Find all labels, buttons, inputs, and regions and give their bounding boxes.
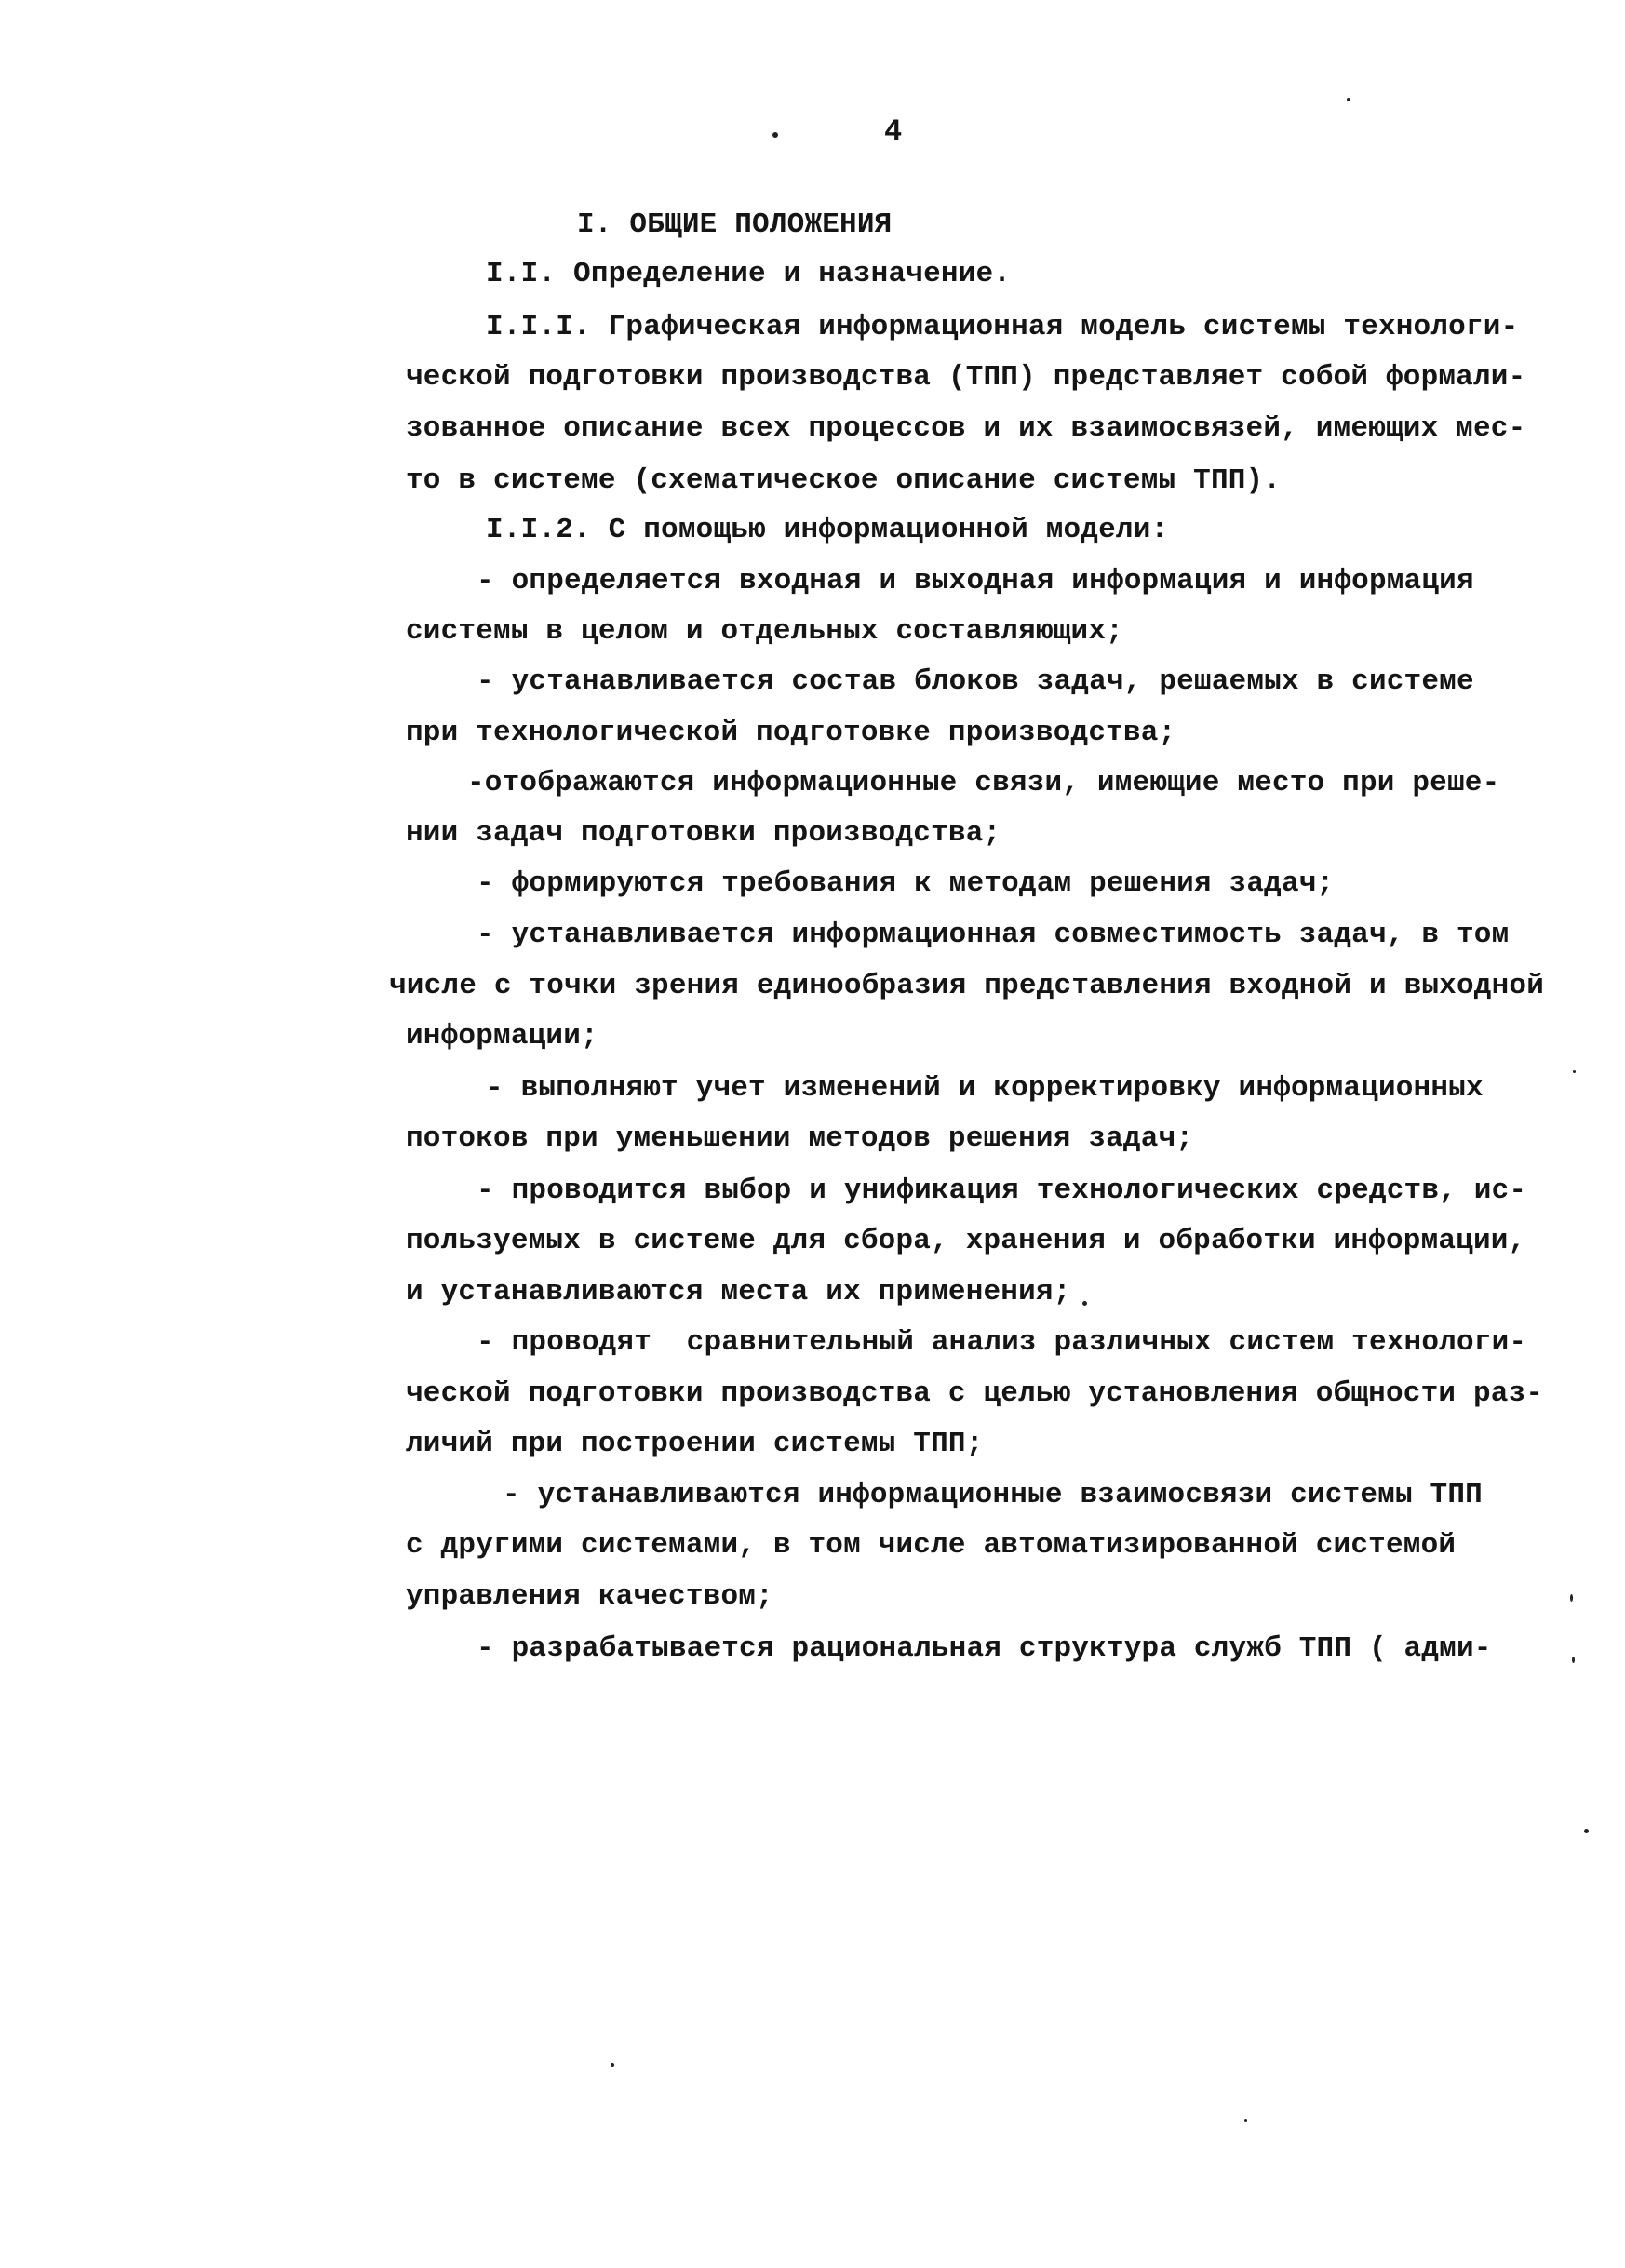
subsection-heading: I.I. Определение и назначение. — [486, 258, 1012, 290]
text-line: I.I.I. Графическая информационная модель системы технологи- — [486, 311, 1519, 343]
text-line: управления качеством; — [406, 1580, 773, 1613]
scan-speck — [772, 132, 778, 138]
text-line: системы в целом и отдельных составляющих; — [406, 615, 1123, 648]
text-line: числе с точки зрения единообразия представления входной и выходной — [389, 970, 1544, 1002]
scan-speck — [611, 2063, 614, 2067]
text-line: при технологической подготовке производства; — [406, 717, 1176, 749]
text-line: ческой подготовки производства (ТПП) представляет собой формали- — [406, 361, 1526, 394]
text-line: - устанавливается информационная совместимость задач, в том — [477, 919, 1510, 951]
text-line: I.I.2. С помощью информационной модели: — [486, 514, 1169, 546]
scan-speck — [1584, 1829, 1589, 1833]
text-line: пользуемых в системе для сбора, хранения и обработки информации, — [406, 1225, 1526, 1257]
text-line: - разрабатывается рациональная структура служб ТПП ( адми- — [477, 1632, 1492, 1665]
text-line: ческой подготовки производства с целью установления общности раз- — [406, 1377, 1544, 1410]
text-line: нии задач подготовки производства; — [406, 817, 1001, 850]
scan-speck — [1572, 1657, 1575, 1663]
text-line: информации; — [406, 1020, 598, 1053]
page-number: 4 — [884, 114, 903, 149]
text-line: с другими системами, в том числе автоматизированной системой — [406, 1529, 1457, 1562]
scan-speck — [1347, 98, 1350, 101]
text-line: - формируются требования к методам решения задач; — [477, 867, 1335, 900]
text-line: зованное описание всех процессов и их взаимосвязей, имеющих мес- — [406, 412, 1526, 445]
text-line: -отображаются информационные связи, имеющие место при реше- — [467, 767, 1500, 799]
text-line: то в системе (схематическое описание системы ТПП). — [406, 464, 1282, 497]
text-line: - проводится выбор и унификация технологических средств, ис- — [477, 1174, 1527, 1207]
text-line: - устанавливаются информационные взаимосвязи системы ТПП — [503, 1479, 1483, 1511]
section-heading: I. ОБЩИЕ ПОЛОЖЕНИЯ — [577, 208, 893, 241]
text-line: потоков при уменьшении методов решения задач; — [406, 1122, 1194, 1155]
scan-speck — [1244, 2119, 1247, 2122]
scan-speck — [1573, 1070, 1576, 1073]
text-line: - определяется входная и выходная информация и информация — [477, 565, 1474, 597]
text-line: личий при построении системы ТПП; — [406, 1428, 984, 1460]
text-line: и устанавливаются места их применения; — [406, 1276, 1071, 1308]
scan-speck — [1082, 1301, 1087, 1306]
scan-speck — [1570, 1594, 1573, 1602]
text-line: - выполняют учет изменений и корректировку информационных — [486, 1072, 1484, 1105]
text-line: - устанавливается состав блоков задач, решаемых в системе — [477, 665, 1474, 698]
text-line: - проводят сравнительный анализ различных систем технологи- — [477, 1326, 1527, 1359]
